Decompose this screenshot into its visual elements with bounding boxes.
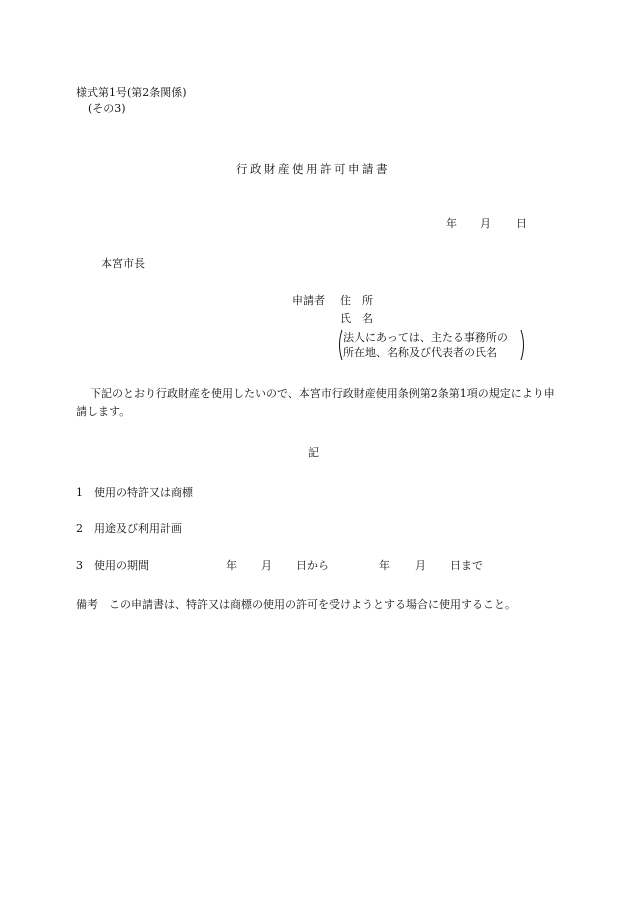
period-from-day: 日から xyxy=(296,559,329,572)
date-month: 月 xyxy=(480,217,491,230)
period-to-month: 月 xyxy=(415,559,426,572)
period-to-day: 日まで xyxy=(450,559,483,572)
item-2-label: 用途及び利用計画 xyxy=(94,522,182,535)
item-1-label: 使用の特許又は商標 xyxy=(94,486,193,499)
address-label: 住 所 xyxy=(340,294,373,307)
corporate-note xyxy=(336,329,527,361)
period-from-year: 年 xyxy=(226,559,237,572)
corporate-note-line2: 所在地、名称及び代表者の氏名 xyxy=(343,346,497,359)
applicant-label: 申請者 xyxy=(292,294,325,307)
period-from-month: 月 xyxy=(261,559,272,572)
item-3-label: 使用の期間 xyxy=(94,559,149,572)
body-text xyxy=(76,385,556,421)
ki-label: 記 xyxy=(308,446,319,459)
form-number: 様式第1号(第2条関係) xyxy=(76,86,187,99)
document-title: 行政財産使用許可申請書 xyxy=(236,162,390,176)
addressee: 本宮市長 xyxy=(101,257,145,270)
form-sub-number: (その3) xyxy=(88,102,126,115)
name-label: 氏 名 xyxy=(340,312,373,325)
item-2-number: 2 xyxy=(76,522,83,535)
item-1-number: 1 xyxy=(76,486,83,499)
date-day: 日 xyxy=(516,217,527,230)
remarks: 備考 この申請書は、特許又は商標の使用の許可を受けようとする場合に使用すること。 xyxy=(76,598,516,611)
date-year: 年 xyxy=(446,217,457,230)
period-to-year: 年 xyxy=(379,559,390,572)
corporate-note-line1: 法人にあっては、主たる事務所の xyxy=(343,331,508,344)
body-text-content: 下記のとおり行政財産を使用したいので、本宮市行政財産使用条例第2条第1項の規定により申請します。 xyxy=(76,387,555,418)
item-3-number: 3 xyxy=(76,559,83,572)
